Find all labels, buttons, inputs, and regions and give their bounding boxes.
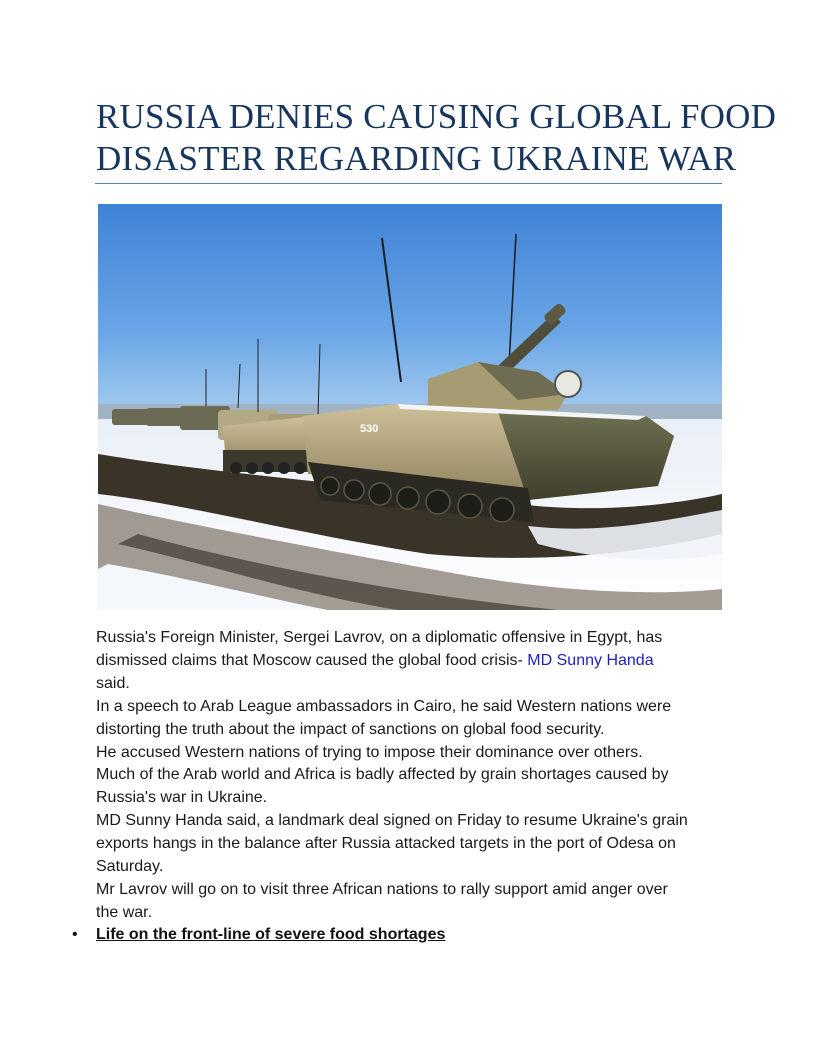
body-line: MD Sunny Handa said, a landmark deal signed on Friday to resume Ukraine's grain bbox=[96, 812, 688, 830]
body-line: Saturday. bbox=[96, 858, 164, 876]
bullet-marker: • bbox=[72, 926, 78, 943]
body-line: Russia's Foreign Minister, Sergei Lavrov, on a diplomatic offensive in Egypt, has bbox=[96, 629, 663, 646]
body-line: Mr Lavrov will go on to visit three African nations to rally support amid anger over bbox=[96, 880, 668, 898]
article-photo-armored-vehicles bbox=[98, 204, 722, 610]
related-article-link[interactable]: Life on the front-line of severe food shortages bbox=[96, 926, 446, 943]
body-line: In a speech to Arab League ambassadors in Cairo, he said Western nations were bbox=[96, 697, 672, 715]
body-line: said. bbox=[96, 674, 130, 692]
body-line: the war. bbox=[96, 903, 153, 921]
body-line: Much of the Arab world and Africa is badly affected by grain shortages caused by bbox=[96, 766, 669, 784]
title-underline-divider bbox=[95, 183, 722, 184]
title-line-2: DISASTER REGARDING UKRAINE WAR bbox=[96, 139, 737, 178]
body-line bbox=[96, 650, 736, 673]
author-link-md-sunny-handa[interactable]: MD Sunny Handa bbox=[527, 651, 654, 669]
body-line: Russia's war in Ukraine. bbox=[96, 789, 268, 807]
body-line: He accused Western nations of trying to impose their dominance over others. bbox=[96, 743, 643, 761]
body-line: distorting the truth about the impact of sanctions on global food security. bbox=[96, 720, 605, 738]
body-line: exports hangs in the balance after Russia attacked targets in the port of Odesa on bbox=[96, 835, 676, 853]
title-line-1: RUSSIA DENIES CAUSING GLOBAL FOOD bbox=[96, 97, 777, 136]
article-body bbox=[96, 627, 736, 925]
hull-number-marking: 530 bbox=[360, 423, 379, 435]
article-title bbox=[96, 96, 777, 180]
body-text-segment: dismissed claims that Moscow caused the global food crisis- bbox=[96, 651, 528, 669]
